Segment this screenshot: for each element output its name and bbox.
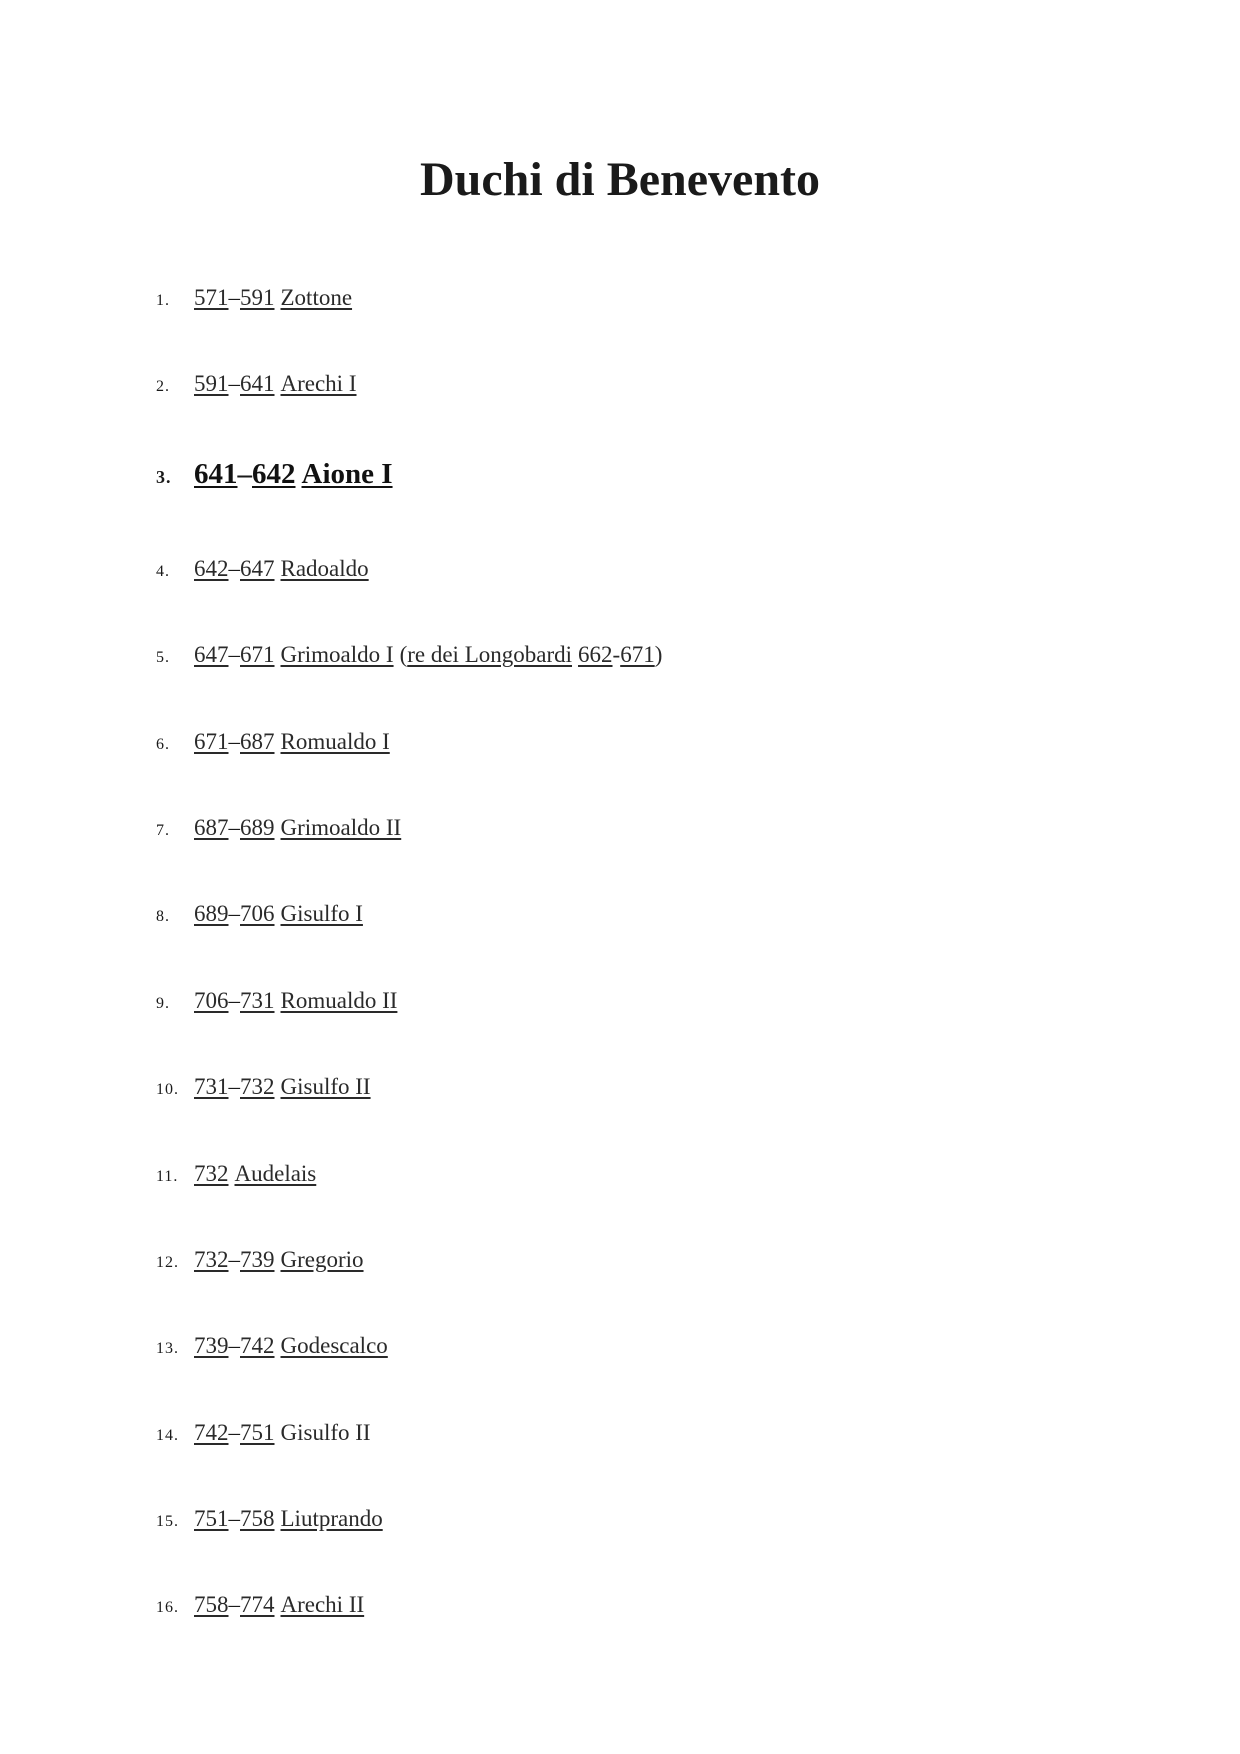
duke-name-link[interactable]: Grimoaldo I: [280, 642, 394, 668]
item-number: 16.: [156, 1599, 179, 1617]
item-number: 1.: [156, 292, 170, 309]
item-number: 13.: [156, 1340, 179, 1358]
item-number: 10.: [156, 1081, 179, 1099]
item-number: 4.: [156, 562, 170, 580]
note-dash: -: [612, 642, 621, 668]
note-open-paren: (: [399, 642, 408, 668]
duke-name-link[interactable]: Gregorio: [280, 1246, 364, 1272]
list-item: [156, 988, 662, 1074]
start-year-link[interactable]: 742: [194, 1419, 229, 1445]
start-year-link[interactable]: 751: [194, 1506, 229, 1532]
item-number: 3.: [156, 466, 172, 487]
start-year-link[interactable]: 739: [194, 1333, 229, 1359]
start-year-link[interactable]: 641: [194, 457, 238, 490]
range-dash: –: [228, 555, 240, 581]
end-year-link[interactable]: 731: [240, 987, 275, 1013]
end-year-link[interactable]: 758: [240, 1506, 275, 1532]
start-year-link[interactable]: 732: [194, 1246, 229, 1272]
range-dash: –: [228, 1592, 240, 1618]
start-year-link[interactable]: 689: [194, 901, 229, 927]
duke-name-link[interactable]: Arechi I: [280, 371, 357, 397]
list-item: [156, 1333, 662, 1419]
list-item: [156, 815, 662, 901]
duke-name-link[interactable]: Godescalco: [280, 1333, 388, 1359]
list-item: [156, 1161, 662, 1247]
end-year-link[interactable]: 647: [240, 555, 275, 581]
duke-name-text: Gisulfo II: [280, 1419, 371, 1445]
item-number: 6.: [156, 735, 170, 753]
duke-name-link[interactable]: Romualdo II: [280, 987, 398, 1013]
item-number: 11.: [156, 1167, 179, 1185]
end-year-link[interactable]: 751: [240, 1419, 275, 1445]
dukes-list: [156, 285, 662, 1679]
start-year-link[interactable]: 647: [194, 642, 229, 668]
list-item: [156, 1420, 662, 1506]
end-year-link[interactable]: 739: [240, 1246, 275, 1272]
duke-name-link[interactable]: Gisulfo I: [280, 901, 363, 927]
range-dash: –: [228, 642, 240, 668]
start-year-link[interactable]: 571: [194, 285, 229, 310]
range-dash: –: [228, 728, 240, 754]
start-year-link[interactable]: 731: [194, 1074, 229, 1100]
list-item: [156, 642, 662, 728]
item-number: 12.: [156, 1253, 179, 1271]
list-item: [156, 901, 662, 987]
start-year-link[interactable]: 732: [194, 1160, 229, 1186]
note-end-year-link[interactable]: 671: [620, 642, 655, 668]
range-dash: –: [228, 1506, 240, 1532]
duke-name-link[interactable]: Radoaldo: [280, 555, 369, 581]
duke-name-link[interactable]: Arechi II: [280, 1592, 365, 1618]
end-year-link[interactable]: 706: [240, 901, 275, 927]
start-year-link[interactable]: 591: [194, 371, 229, 397]
start-year-link[interactable]: 706: [194, 987, 229, 1013]
list-item: [156, 1247, 662, 1333]
item-number: 9.: [156, 994, 170, 1012]
range-dash: –: [228, 1246, 240, 1272]
end-year-link[interactable]: 641: [240, 371, 275, 397]
start-year-link[interactable]: 687: [194, 814, 229, 840]
end-year-link[interactable]: 774: [240, 1592, 275, 1618]
range-dash: –: [228, 901, 240, 927]
duke-name-link[interactable]: Gisulfo II: [280, 1074, 371, 1100]
start-year-link[interactable]: 642: [194, 555, 229, 581]
list-item: [156, 556, 662, 642]
range-dash: –: [228, 987, 240, 1013]
duke-name-link[interactable]: Aione I: [301, 457, 393, 490]
range-dash: –: [228, 371, 240, 397]
duke-name-link[interactable]: Grimoaldo II: [280, 814, 402, 840]
end-year-link[interactable]: 687: [240, 728, 275, 754]
note-close-paren: ): [654, 642, 663, 668]
list-item-current: [156, 458, 662, 556]
start-year-link[interactable]: 758: [194, 1592, 229, 1618]
range-dash: –: [228, 1419, 240, 1445]
end-year-link[interactable]: 591: [240, 285, 275, 310]
lombard-kings-link[interactable]: re dei Longobardi: [407, 642, 573, 668]
list-item: [156, 285, 662, 371]
end-year-link[interactable]: 642: [252, 457, 296, 490]
item-number: 5.: [156, 649, 170, 667]
item-number: 7.: [156, 821, 170, 839]
range-dash: –: [228, 814, 240, 840]
range-dash: –: [228, 285, 240, 310]
end-year-link[interactable]: 689: [240, 814, 275, 840]
end-year-link[interactable]: 732: [240, 1074, 275, 1100]
range-dash: –: [228, 1074, 240, 1100]
end-year-link[interactable]: 671: [240, 642, 275, 668]
duke-name-link[interactable]: Liutprando: [280, 1506, 383, 1532]
duke-name-link[interactable]: Romualdo I: [280, 728, 390, 754]
list-item: [156, 1074, 662, 1160]
duke-name-link[interactable]: Audelais: [234, 1160, 317, 1186]
range-dash: –: [228, 1333, 240, 1359]
list-item: [156, 1506, 662, 1592]
note-start-year-link[interactable]: 662: [578, 642, 613, 668]
range-dash: –: [237, 457, 252, 490]
item-number: 8.: [156, 908, 170, 926]
end-year-link[interactable]: 742: [240, 1333, 275, 1359]
list-item: [156, 371, 662, 457]
page-title: Duchi di Benevento: [419, 153, 821, 206]
duke-name-link[interactable]: Zottone: [280, 285, 353, 310]
item-number: 2.: [156, 378, 170, 396]
list-item: [156, 729, 662, 815]
item-number: 15.: [156, 1513, 179, 1531]
start-year-link[interactable]: 671: [194, 728, 229, 754]
item-number: 14.: [156, 1426, 179, 1444]
list-item: [156, 1592, 662, 1678]
